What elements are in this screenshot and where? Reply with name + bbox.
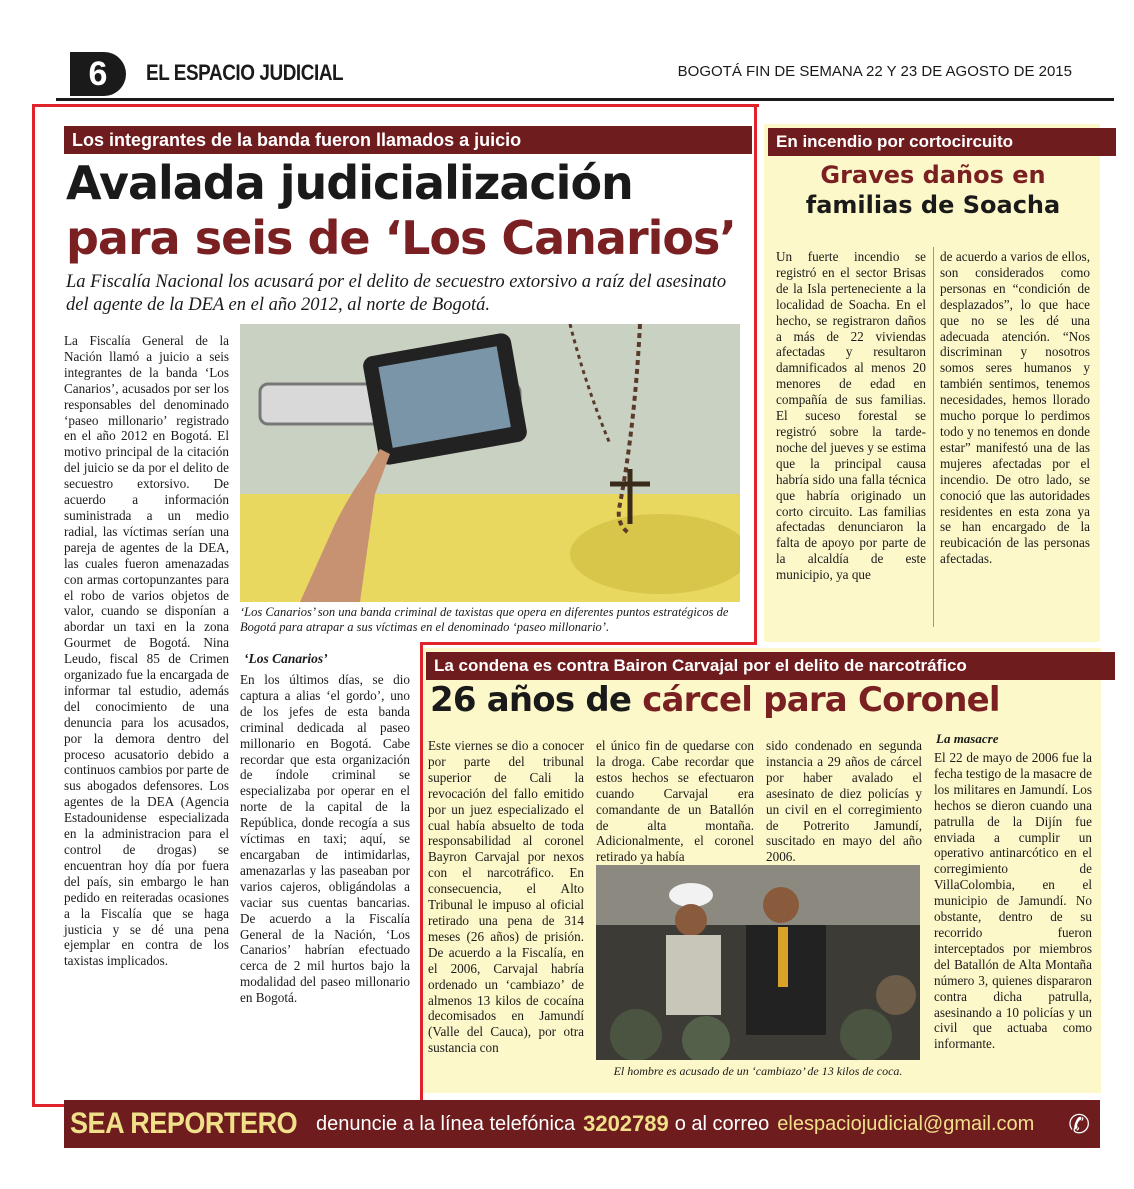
bottom-headline-black: 26 años de: [430, 680, 632, 720]
side-headline-line2: familias de Soacha: [805, 191, 1061, 219]
bottom-body-col1: Este viernes se dio a conocer por parte del tribunal superior de Cali la revocación del fallo emitido por un juez especializado el cual había absuelto de toda responsabilidad al coronel Bayron Carvajal por nexos con el narcotráfico. En consecuencia, el Alto Tribunal le impuso al oficial retirado una pena de 314 meses (26 años) de prisión. De acuerdo a la Fiscalía, en el 2006, Carvajal habría ordenado un ‘cambiazo’ de almenos 13 kilos de cocaína decomisados en Jamundí (Valle del Cauca), por otra sustancia con: [428, 738, 584, 1056]
colonel-photo-caption: El hombre es acusado de un ‘cambiazo’ de 13 kilos de coca.: [613, 1064, 903, 1078]
main-kicker: Los integrantes de la banda fueron llamados a juicio: [64, 126, 752, 154]
page-number: 6: [70, 52, 126, 96]
highlight-frame-right: [754, 104, 757, 644]
bottom-headline-red: cárcel para Coronel: [642, 680, 1000, 720]
main-deck: La Fiscalía Nacional los acusará por el delito de secuestro extorsivo a raíz del asesinato del agente de la DEA en el año 2012, al norte de Bogotá.: [66, 272, 727, 315]
footer-banner: [64, 1100, 1100, 1148]
header-rule: [56, 98, 1114, 101]
footer-connector: o al correo: [674, 1112, 770, 1135]
main-body-col1: La Fiscalía General de la Nación llamó a juicio a seis integrantes de la banda ‘Los Canarios’, acusados por ser los responsables del denominado ‘paseo millonario’ registrado en el año 2012 en Bogotá. El motivo principal de la citación del juicio se da por el delito de secuestro extorsivo. De acuerdo a información suministrada a un medio radial, las víctimas serían una pareja de agentes de la DEA, las cuales fueron amenazadas con armas cortopunzantes para el robo de varios objetos de valor, cuando se disponían a abordar un taxi en la zona Gourmet de Bogotá. Nina Leudo, fiscal 85 de Crimen organizado fue la encargada de informar tal estudio, además del conocimiento de una denuncia para los acusados, por la demora dentro del proceso acusatorio debido a continuos cambios por parte de sus abogados defensores. Los agentes de la DEA (Agencia Estadounidense especializada en la administracion para el control de drogas) se encuentran hoy día por fuera del país, sin embargo le han pedido en reiteradas ocasiones a la Fiscalía que se haga justicia y se dé una pena ejemplar en contra de los taxistas implicados.: [64, 333, 229, 969]
side-body-col1: Un fuerte incendio se registró en el sector Brisas de la Isla perteneciente a la localidad de Soacha. En el hecho, se registraron daños a más de 22 viviendas afectadas y resultaron damnificados al menos 20 menores de edad en compañía de sus familias. El suceso forestal se registró sobre la tarde-noche del jueves y se estima que la principal causa habría sido una falla técnica que habría originado un corto circuito. Las familias afectadas denunciaron la falta de apoyo por parte de la alcaldía de este municipio, ya que: [776, 249, 926, 583]
taxi-photo-illustration: [240, 324, 740, 602]
dateline: BOGOTÁ FIN DE SEMANA 22 Y 23 DE AGOSTO DE 2015: [677, 63, 1072, 80]
bottom-headline: [430, 680, 1100, 720]
side-column-divider: [933, 247, 934, 627]
highlight-frame-inner: [420, 642, 423, 1107]
taxi-photo-caption: ‘Los Canarios’ son una banda criminal de taxistas que opera en diferentes puntos estratégicos de Bogotá para atrapar a sus víctimas en el denominado ‘paseo millonario’.: [240, 605, 729, 634]
side-headline-line1: Graves daños en: [820, 161, 1046, 189]
phone-icon: ✆: [1068, 1108, 1090, 1139]
bottom-body-col4: El 22 de mayo de 2006 fue la fecha testigo de la masacre de los militares en Jamundí. Los hechos se dieron cuando una patrulla de la Dijín fue enviada a cumplir un operativo antinarcótico en el corregimiento de VillaColombia, en el municipio de Jamundí. No obstante, dentro de su recorrido fueron interceptados por miembros del Batallón de Alta Montaña número 3, quienes dispararon contra dicha patrulla, asesinando a 10 policías y un civil que actuaba como informante.: [934, 750, 1092, 1052]
footer-brand: SEA REPORTERO: [70, 1107, 298, 1140]
side-headline: [770, 160, 1096, 220]
bottom-subhead: La masacre: [936, 731, 999, 746]
section-title: EL ESPACIO JUDICIAL: [146, 60, 344, 85]
taxi-photo: [240, 324, 740, 602]
colonel-photo: [596, 865, 920, 1060]
main-body-col2: En los últimos días, se dio captura a alias ‘el gordo’, uno de los jefes de esta banda criminal dedicada al paseo millonario en Bogotá. Cabe recordar que esta organización de índole criminal se especializaba por operar en el norte de la capital de la República, donde recogía a sus víctimas en taxi; aquí, se encargaban de intimidarlas, amenazarlas y las paseaban por varios cajeros, obligándolas a vaciar sus cuentas bancarias. De acuerdo a la Fiscalía General de la Nación, ‘Los Canarios’ habrían efectuado cerca de 2 mil hurtos bajo la modalidad del paseo millonario en Bogotá.: [240, 672, 410, 1006]
main-headline-line2: para seis de ‘Los Canarios’: [66, 211, 736, 265]
main-subhead: ‘Los Canarios’: [244, 651, 328, 666]
highlight-frame-step: [420, 642, 757, 645]
footer-text: denuncie a la línea telefónica: [316, 1112, 576, 1135]
bottom-body-col3: sido condenado en segunda instancia a 29 años de cárcel por haber avalado el asesinato de diez policías y un civil en el corregimiento de Potrerito Jamundí, suscitado en mayo del año 2006.: [766, 738, 922, 865]
bottom-kicker: La condena es contra Bairon Carvajal por el delito de narcotráfico: [426, 652, 1115, 680]
colonel-photo-illustration: [596, 865, 920, 1060]
main-headline-line1: Avalada judicialización: [66, 156, 633, 210]
side-body-col2: de acuerdo a varios de ellos, son considerados como personas en “condición de desplazados”, lo que hace que no se les dé una adecuada atención. “Nos discriminan y nosotros somos seres humanos y también sentimos, tenemos necesidades, hemos llorado mucho porque lo perdimos todo y no tenemos en donde estar” manifestó una de las mujeres afectadas por el incendio. De otro lado, se conoció que las autoridades residentes en esta zona ya se han encargado de la reubicación de las personas afectadas.: [940, 249, 1090, 567]
footer-phone[interactable]: 3202789: [583, 1111, 669, 1136]
footer-email[interactable]: elespaciojudicial@gmail.com: [777, 1112, 1035, 1135]
side-kicker: En incendio por cortocircuito: [768, 128, 1116, 156]
bottom-body-col2: el único fin de quedarse con la droga. Cabe recordar que estos hechos se efectuaron cuando Carvajal era comandante de un Batallón de alta montaña. Adicionalmente, el coronel retirado ya había: [596, 738, 754, 865]
